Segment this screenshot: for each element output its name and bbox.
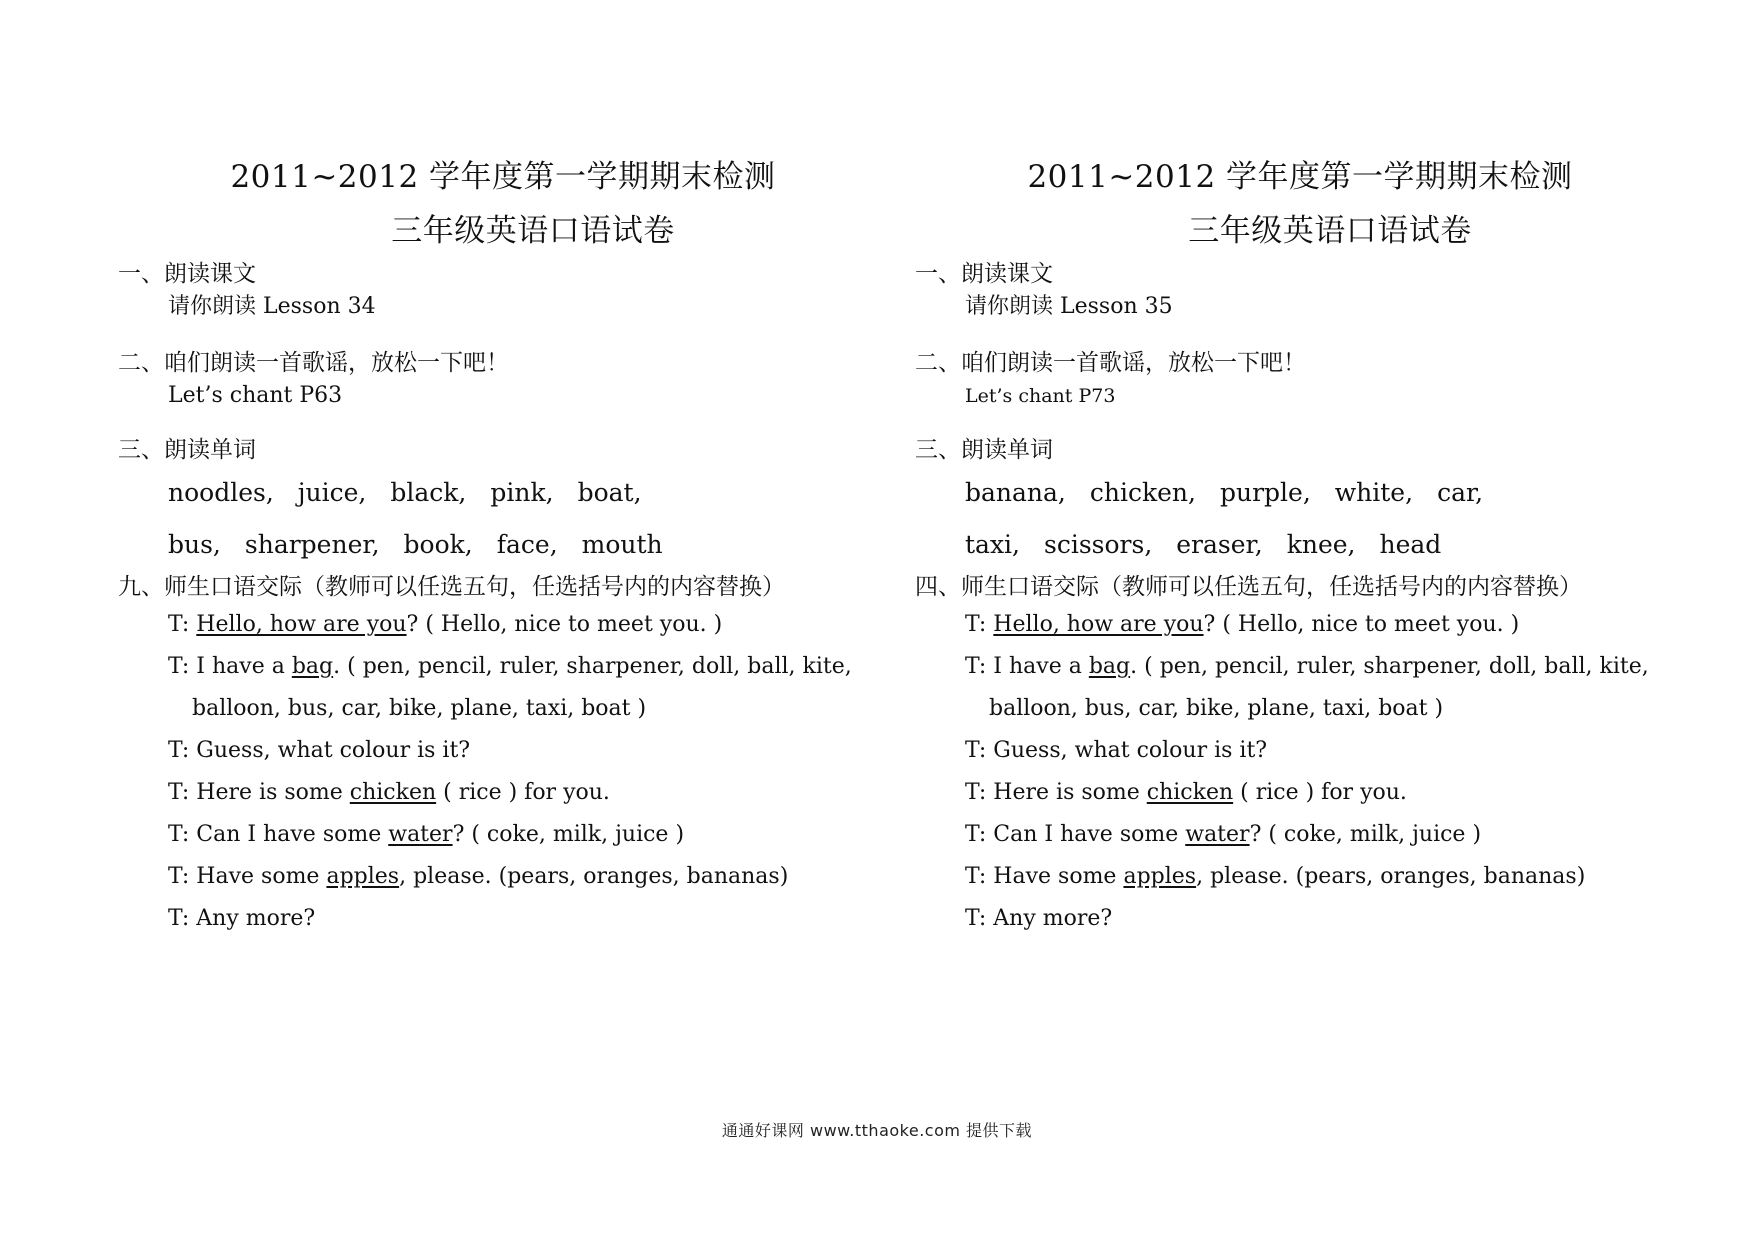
dialog-line: T: Here is some chicken ( rice ) for you.: [168, 780, 610, 805]
dialog-line-continued: balloon, bus, car, bike, plane, taxi, boat ): [192, 696, 647, 721]
word-item: bus,: [168, 530, 221, 559]
word-item: taxi,: [965, 530, 1020, 559]
word-item: pink,: [490, 478, 554, 507]
dialog-line: T: I have a bag. ( pen, pencil, ruler, sharpener, doll, ball, kite,: [965, 654, 1649, 679]
word-item: purple,: [1219, 478, 1311, 507]
exam-subtitle: 三年级英语口语试卷: [1188, 213, 1472, 249]
word-item: face,: [496, 530, 558, 559]
word-item: book,: [403, 530, 473, 559]
dialog-line-continued: balloon, bus, car, bike, plane, taxi, boat ): [989, 696, 1444, 721]
dialog-list: [915, 604, 1675, 940]
word-list-row-2: [118, 519, 878, 571]
word-item: juice,: [297, 478, 367, 507]
section-4-heading: 四、师生口语交际（教师可以任选五句，任选括号内的内容替换）: [915, 574, 1582, 600]
section-2-text: Let’s chant P63: [168, 383, 343, 408]
word-item: boat,: [577, 478, 642, 507]
word-list-row-1: [915, 467, 1675, 519]
exam-subtitle: 三年级英语口语试卷: [391, 213, 675, 249]
section-2-heading: 二、咱们朗读一首歌谣，放松一下吧！: [915, 350, 1306, 376]
word-item: noodles,: [168, 478, 274, 507]
dialog-line: T: Here is some chicken ( rice ) for you.: [965, 780, 1407, 805]
word-item: knee,: [1286, 530, 1356, 559]
dialog-line: T: Any more?: [168, 906, 316, 931]
section-2-heading: 二、咱们朗读一首歌谣，放松一下吧！: [118, 350, 509, 376]
word-item: white,: [1334, 478, 1414, 507]
dialog-line: T: Any more?: [965, 906, 1113, 931]
section-4-heading: 九、师生口语交际（教师可以任选五句，任选括号内的内容替换）: [118, 574, 785, 600]
section-1-heading: 一、朗读课文: [118, 261, 256, 287]
exam-left-column: [118, 150, 878, 940]
word-item: head: [1379, 530, 1442, 559]
dialog-line: T: Hello, how are you? ( Hello, nice to meet you. ): [965, 612, 1520, 637]
dialog-line: T: Can I have some water? ( coke, milk, juice ): [965, 822, 1482, 847]
word-item: sharpener,: [244, 530, 380, 559]
dialog-list: [118, 604, 878, 940]
dialog-line: T: Have some apples, please. (pears, oranges, bananas): [965, 864, 1586, 889]
footer-credit: 通通好课网 www.tthaoke.com 提供下载: [721, 1121, 1033, 1140]
word-item: eraser,: [1176, 530, 1263, 559]
section-1-text: 请你朗读 Lesson 34: [168, 294, 376, 319]
dialog-line: T: Guess, what colour is it?: [965, 738, 1268, 763]
word-item: black,: [390, 478, 467, 507]
word-list-row-1: [118, 467, 878, 519]
dialog-line: T: Can I have some water? ( coke, milk, juice ): [168, 822, 685, 847]
word-list-row-2: [915, 519, 1675, 571]
exam-right-column: [915, 150, 1675, 940]
word-item: banana,: [965, 478, 1066, 507]
section-2-text: Let’s chant P73: [965, 385, 1116, 407]
word-item: chicken,: [1089, 478, 1196, 507]
word-item: mouth: [581, 530, 663, 559]
exam-title: 2011~2012 学年度第一学期期末检测: [230, 159, 776, 195]
exam-title: 2011~2012 学年度第一学期期末检测: [1027, 159, 1573, 195]
section-3-heading: 三、朗读单词: [118, 437, 256, 463]
dialog-line: T: I have a bag. ( pen, pencil, ruler, sharpener, doll, ball, kite,: [168, 654, 852, 679]
dialog-line: T: Guess, what colour is it?: [168, 738, 471, 763]
dialog-line: T: Have some apples, please. (pears, oranges, bananas): [168, 864, 789, 889]
section-1-heading: 一、朗读课文: [915, 261, 1053, 287]
word-item: car,: [1437, 478, 1484, 507]
section-1-text: 请你朗读 Lesson 35: [965, 294, 1173, 319]
dialog-line: T: Hello, how are you? ( Hello, nice to meet you. ): [168, 612, 723, 637]
section-3-heading: 三、朗读单词: [915, 437, 1053, 463]
word-item: scissors,: [1044, 530, 1153, 559]
